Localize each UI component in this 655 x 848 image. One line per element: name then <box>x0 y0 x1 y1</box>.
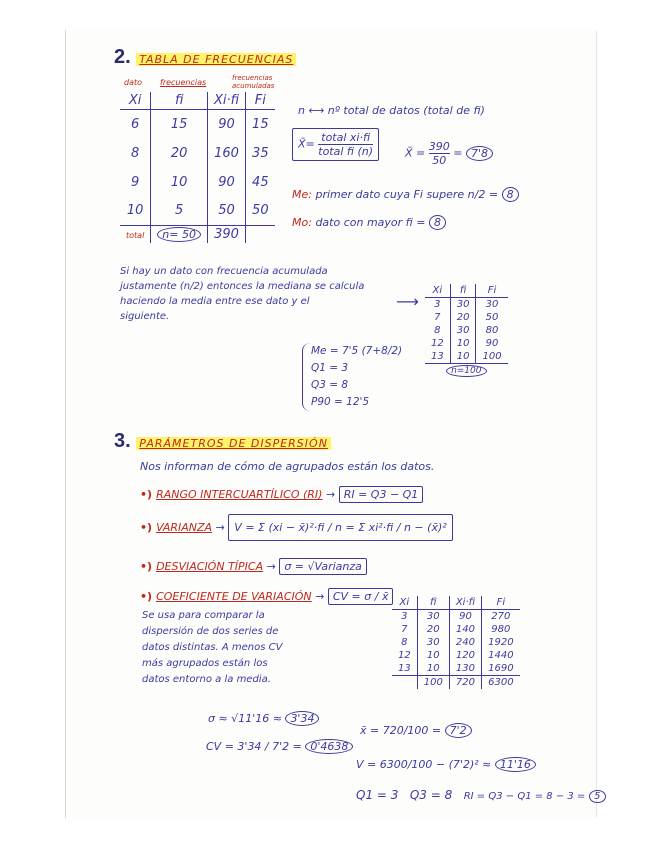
median-label: Me: <box>292 188 312 201</box>
table-cell: 7 <box>434 312 441 323</box>
table-cell: 90 <box>476 337 508 350</box>
note-line: dispersión de dos series de <box>142 626 279 637</box>
table-row <box>392 636 520 649</box>
table-cell: 8 <box>401 637 408 648</box>
table-cell: 13 <box>431 351 444 362</box>
table-row <box>425 324 508 337</box>
table-header: Xi <box>120 92 151 110</box>
item-formula: CV = σ / x̄ <box>328 588 394 605</box>
mean-formula-lhs: X̄= <box>298 137 315 151</box>
table-row <box>120 168 275 197</box>
note-line: justamente (n/2) entonces la mediana se calcula <box>120 281 365 292</box>
table-cell: 50 <box>207 197 245 226</box>
label-dato: dato <box>124 78 143 87</box>
arrow-icon: ⟶ <box>396 292 419 311</box>
table-cell: 7 <box>401 624 408 635</box>
table-cell: 240 <box>449 636 481 649</box>
note-line: Si hay un dato con frecuencia acumulada <box>120 266 328 277</box>
var-result: 11'16 <box>495 757 536 772</box>
n-definition: n ⟷ nº total de datos (total de fi) <box>298 104 485 117</box>
table-header: Fi <box>476 284 508 298</box>
item-rango-intercuartilico: •) RANGO INTERCUARTÍLICO (RI) → RI = Q3 − Q1 <box>140 488 423 501</box>
item-name: RANGO INTERCUARTÍLICO (RI) <box>156 488 323 501</box>
table-row <box>120 110 275 139</box>
table-cell: 80 <box>476 324 508 337</box>
table-cell: 1690 <box>482 662 520 676</box>
section-2-heading <box>114 46 296 69</box>
table-cell: 20 <box>450 311 476 324</box>
table-cell: 130 <box>449 662 481 676</box>
section-2-number: 2. <box>114 46 131 68</box>
table-header: fi <box>450 284 476 298</box>
table-cell: 20 <box>417 623 449 636</box>
table-row <box>425 298 508 312</box>
table-cell: 100 <box>476 350 508 364</box>
ri-calc-line <box>356 788 606 802</box>
note-line: Se usa para comparar la <box>142 610 265 621</box>
mode-label: Mo: <box>292 216 312 229</box>
table-cell: 140 <box>449 623 481 636</box>
table-header: Xi·fi <box>449 596 481 610</box>
item-name: COEFICIENTE DE VARIACIÓN <box>156 590 312 603</box>
frequency-table-2 <box>425 284 508 377</box>
table-cell: 980 <box>482 623 520 636</box>
table-header: Fi <box>482 596 520 610</box>
label-fi-acumuladas: frecuencias acumuladas <box>232 74 275 90</box>
median-result: 8 <box>502 187 519 202</box>
table-cell: 20 <box>151 139 208 168</box>
table-header: fi <box>417 596 449 610</box>
table-cell: 15 <box>246 110 275 139</box>
cv-result: 0'4638 <box>305 739 353 754</box>
note-line: datos entorno a la media. <box>142 674 271 685</box>
var-calc-expr: V = 6300/100 − (7'2)² ≈ <box>356 758 492 771</box>
item-desviacion-tipica: •) DESVIACIÓN TÍPICA → σ = √Varianza <box>140 560 367 573</box>
table-cell: 5 <box>151 197 208 226</box>
item-name: VARIANZA <box>156 521 213 534</box>
table-cell: 90 <box>207 110 245 139</box>
p90-value: P90 = 12'5 <box>311 396 370 408</box>
table-cell: 1440 <box>482 649 520 662</box>
table-cell: 30 <box>417 636 449 649</box>
item-formula: σ = √Varianza <box>279 558 367 575</box>
table-row <box>392 662 520 676</box>
table-cell: 160 <box>207 139 245 168</box>
sigma-calc <box>208 712 319 725</box>
table-cell: 10 <box>126 203 144 219</box>
median-value: Me = 7'5 (7+8/2) <box>311 345 403 357</box>
table-cell: 30 <box>417 610 449 624</box>
section-3-heading <box>114 430 331 453</box>
table-cell: 50 <box>246 197 275 226</box>
table-cell: 45 <box>246 168 275 197</box>
section-2-title: TABLA DE FRECUENCIAS <box>136 53 296 66</box>
table-header: Xi <box>425 284 450 298</box>
table-header: Fi <box>246 92 275 110</box>
xbar-calc <box>360 724 472 737</box>
table-cell: 9 <box>131 174 140 190</box>
table-cell: 15 <box>151 110 208 139</box>
table-cell: 3 <box>401 611 408 622</box>
table-cell: 10 <box>450 350 476 364</box>
table-total-row <box>392 676 520 690</box>
table-cell: 10 <box>417 662 449 676</box>
table-cell: 720 <box>449 676 481 690</box>
var-calc <box>356 758 536 771</box>
total-n: n= 50 <box>157 227 201 242</box>
table-row <box>392 649 520 662</box>
note-line: siguiente. <box>120 311 170 322</box>
mean-calc: X̄ = $\frac{390}{50}$ = 7'8 <box>405 140 493 167</box>
cv-note <box>142 608 282 688</box>
item-coeficiente-variacion: •) COEFICIENTE DE VARIACIÓN → CV = σ / x̄ <box>140 590 393 603</box>
total-n: n=100 <box>446 365 486 377</box>
mean-result: 7'8 <box>466 146 493 161</box>
mode-result: 8 <box>429 215 446 230</box>
table-row <box>120 139 275 168</box>
table-cell: 8 <box>131 145 140 161</box>
table-row <box>425 311 508 324</box>
median-text: primer dato cuya Fi supere n/2 = <box>315 188 499 201</box>
table-header: fi <box>151 92 208 110</box>
table-cell: 10 <box>417 649 449 662</box>
median-def <box>292 188 519 201</box>
table-cell: 100 <box>417 676 449 690</box>
table-total-row <box>425 364 508 378</box>
table-row <box>392 623 520 636</box>
median-note <box>120 264 364 324</box>
table-header: Xi·fi <box>207 92 245 110</box>
mean-calc-lhs: X̄ = <box>405 146 426 160</box>
item-formula: V = Σ (xi − x̄)²·fi / n = Σ xi²·fi / n − (x̄)² <box>228 514 452 541</box>
table-row <box>425 350 508 364</box>
note-line: haciendo la media entre ese dato y el <box>120 296 310 307</box>
mean-formula <box>292 128 379 161</box>
table-row <box>425 337 508 350</box>
table-cell: 1920 <box>482 636 520 649</box>
table-total-row <box>120 226 275 244</box>
table-cell: 120 <box>449 649 481 662</box>
table-cell: 50 <box>476 311 508 324</box>
table-cell: 90 <box>449 610 481 624</box>
table-cell: 90 <box>207 168 245 197</box>
table-cell: 13 <box>398 663 411 674</box>
q3-value: Q3 = 8 <box>311 379 349 391</box>
table-cell: 12 <box>398 650 411 661</box>
table-cell <box>392 676 417 690</box>
note-line: más agrupados están los <box>142 658 268 669</box>
table-cell: 3 <box>434 299 441 310</box>
xbar-calc-expr: x̄ = 720/100 = <box>360 724 442 737</box>
dispersion-intro: Nos informan de cómo de agrupados están los datos. <box>140 460 435 473</box>
table-cell: 10 <box>151 168 208 197</box>
label-frecuencias: frecuencias <box>160 78 207 87</box>
total-label: total <box>126 231 145 240</box>
note-line: datos distintas. A menos CV <box>142 642 283 653</box>
ri-calc-expr: RI = Q3 − Q1 = 8 − 3 = <box>463 791 586 802</box>
frequency-table-3 <box>392 596 520 689</box>
table-header: Xi <box>392 596 417 610</box>
cv-calc <box>206 740 353 753</box>
mode-def <box>292 216 446 229</box>
table-cell: 270 <box>482 610 520 624</box>
ri-result: 5 <box>589 790 605 803</box>
section-3-number: 3. <box>114 430 131 452</box>
table-cell: 6 <box>131 116 140 132</box>
quartiles-block <box>302 343 402 411</box>
sigma-calc-expr: σ ≈ √11'16 ≈ <box>208 712 282 725</box>
table-cell: 35 <box>246 139 275 168</box>
mean-formula-num: total xi·fi <box>318 131 373 145</box>
mode-text: dato con mayor fi = <box>315 216 426 229</box>
q1-value: Q1 = 3 <box>311 362 349 374</box>
sigma-result: 3'34 <box>285 711 319 726</box>
table-cell: 12 <box>431 338 444 349</box>
table-cell: 30 <box>450 298 476 312</box>
q3-result: Q3 = 8 <box>409 788 453 802</box>
item-varianza: •) VARIANZA → V = Σ (xi − x̄)²·fi / n = Σ xi²·fi / n − (x̄)² <box>140 514 453 541</box>
table-row <box>120 197 275 226</box>
mean-calc-den: 50 <box>432 154 447 167</box>
item-formula: RI = Q3 − Q1 <box>339 486 424 503</box>
total-sum: 390 <box>207 226 245 244</box>
frequency-table-1 <box>120 92 275 243</box>
item-name: DESVIACIÓN TÍPICA <box>156 560 264 573</box>
section-3-title: PARÁMETROS DE DISPERSIÓN <box>136 437 331 450</box>
table-cell: 10 <box>450 337 476 350</box>
table-cell: 6300 <box>482 676 520 690</box>
q1-result: Q1 = 3 <box>356 788 399 802</box>
table-cell: 8 <box>434 325 441 336</box>
table-cell: 30 <box>476 298 508 312</box>
table-cell: 30 <box>450 324 476 337</box>
xbar-result: 7'2 <box>445 723 472 738</box>
cv-calc-expr: CV = 3'34 / 7'2 = <box>206 740 302 753</box>
mean-formula-den: total fi (n) <box>318 145 374 158</box>
mean-calc-num: 390 <box>428 140 450 153</box>
table-row <box>392 610 520 624</box>
